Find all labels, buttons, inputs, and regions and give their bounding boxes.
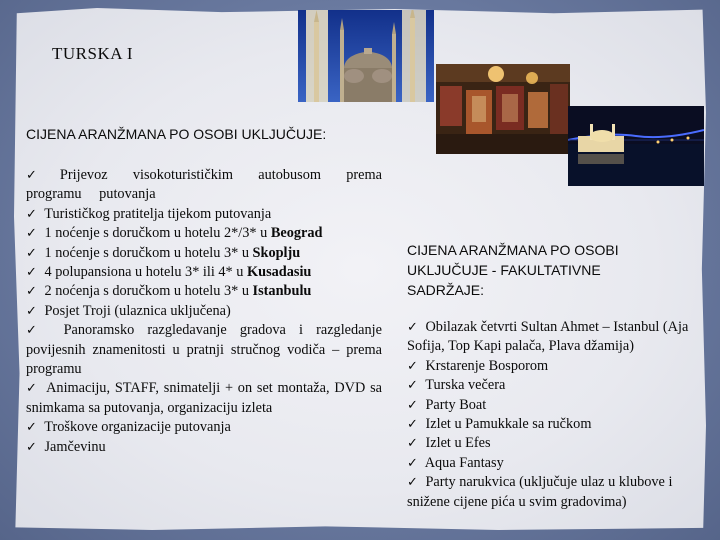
list-item: ✓ Turska večera [407, 377, 506, 394]
list-item: ✓ Party Boat [407, 396, 487, 413]
checkmark-icon: ✓ [407, 320, 418, 335]
checkmark-icon: ✓ [407, 475, 418, 491]
list-item: ✓ Panoramsko razgledavanje gradova i razgledanje povijesnih znamenitosti u pratnji stručnog vodiča – prema programu [26, 322, 382, 378]
list-item: ✓ Aqua Fantasy [407, 454, 504, 471]
list-item: ✓ Obilazak četvrti Sultan Ahmet – Istanbul (Aja Sofija, Top Kapi palača, Plava džamija) [407, 319, 689, 355]
list-item: ✓ Party narukvica (uključuje ulaz u klubove i snižene cijene pića u svim gradovima) [407, 474, 673, 510]
checkmark-icon: ✓ [26, 265, 37, 281]
blue-mosque-photo [298, 10, 434, 102]
list-item: ✓ Prijevoz visokoturističkim autobusom prema programu putovanja [26, 167, 382, 203]
bazaar-photo [436, 64, 570, 154]
checkmark-icon: ✓ [26, 439, 37, 455]
checkmark-icon: ✓ [26, 303, 37, 319]
checkmark-icon: ✓ [26, 420, 37, 436]
checkmark-icon: ✓ [26, 245, 37, 261]
checkmark-icon: ✓ [407, 358, 418, 374]
list-item: ✓ Animaciju, STAFF, snimatelji + on set montaža, DVD sa snimkama sa putovanja, organizaciju izleta [26, 380, 382, 416]
checkmark-icon: ✓ [407, 455, 418, 471]
included-heading: CIJENA ARANŽMANA PO OSOBI UKLJUČUJE: [26, 126, 327, 142]
checkmark-icon: ✓ [407, 378, 418, 394]
list-item: ✓ Izlet u Efes [407, 435, 491, 452]
list-item: ✓ Krstarenje Bosporom [407, 357, 549, 374]
checkmark-icon: ✓ [26, 168, 45, 183]
list-item: ✓ 2 noćenja s doručkom u hotelu 3* u Istanbulu [26, 283, 312, 300]
list-item: ✓ Posjet Troji (ulaznica uključena) [26, 302, 231, 319]
checkmark-icon: ✓ [26, 381, 39, 397]
list-item: ✓ Jamčevinu [26, 438, 106, 455]
checkmark-icon: ✓ [26, 284, 37, 300]
checkmark-icon: ✓ [407, 417, 418, 433]
checkmark-icon: ✓ [407, 436, 418, 452]
list-item: ✓ Izlet u Pamukkale sa ručkom [407, 416, 592, 433]
list-item: ✓ Troškove organizacije putovanja [26, 419, 231, 436]
optional-list [407, 318, 697, 512]
list-item: ✓ 4 polupansiona u hotelu 3* ili 4* u Kusadasiu [26, 264, 312, 281]
bosphorus-night-photo [568, 106, 704, 186]
list-item: ✓ 1 noćenje s doručkom u hotelu 2*/3* u Beograd [26, 225, 323, 242]
optional-heading: CIJENA ARANŽMANA PO OSOBI UKLJUČUJE - FAKULTATIVNE SADRŽAJE: [407, 242, 619, 298]
checkmark-icon: ✓ [26, 206, 37, 222]
slide-title: TURSKA I [52, 44, 133, 63]
list-item: ✓ Turističkog pratitelja tijekom putovanja [26, 205, 272, 222]
checkmark-icon: ✓ [407, 397, 418, 413]
checkmark-icon: ✓ [26, 323, 47, 339]
included-list [26, 166, 382, 457]
checkmark-icon: ✓ [26, 226, 37, 242]
list-item: ✓ 1 noćenje s doručkom u hotelu 3* u Skoplju [26, 244, 301, 261]
